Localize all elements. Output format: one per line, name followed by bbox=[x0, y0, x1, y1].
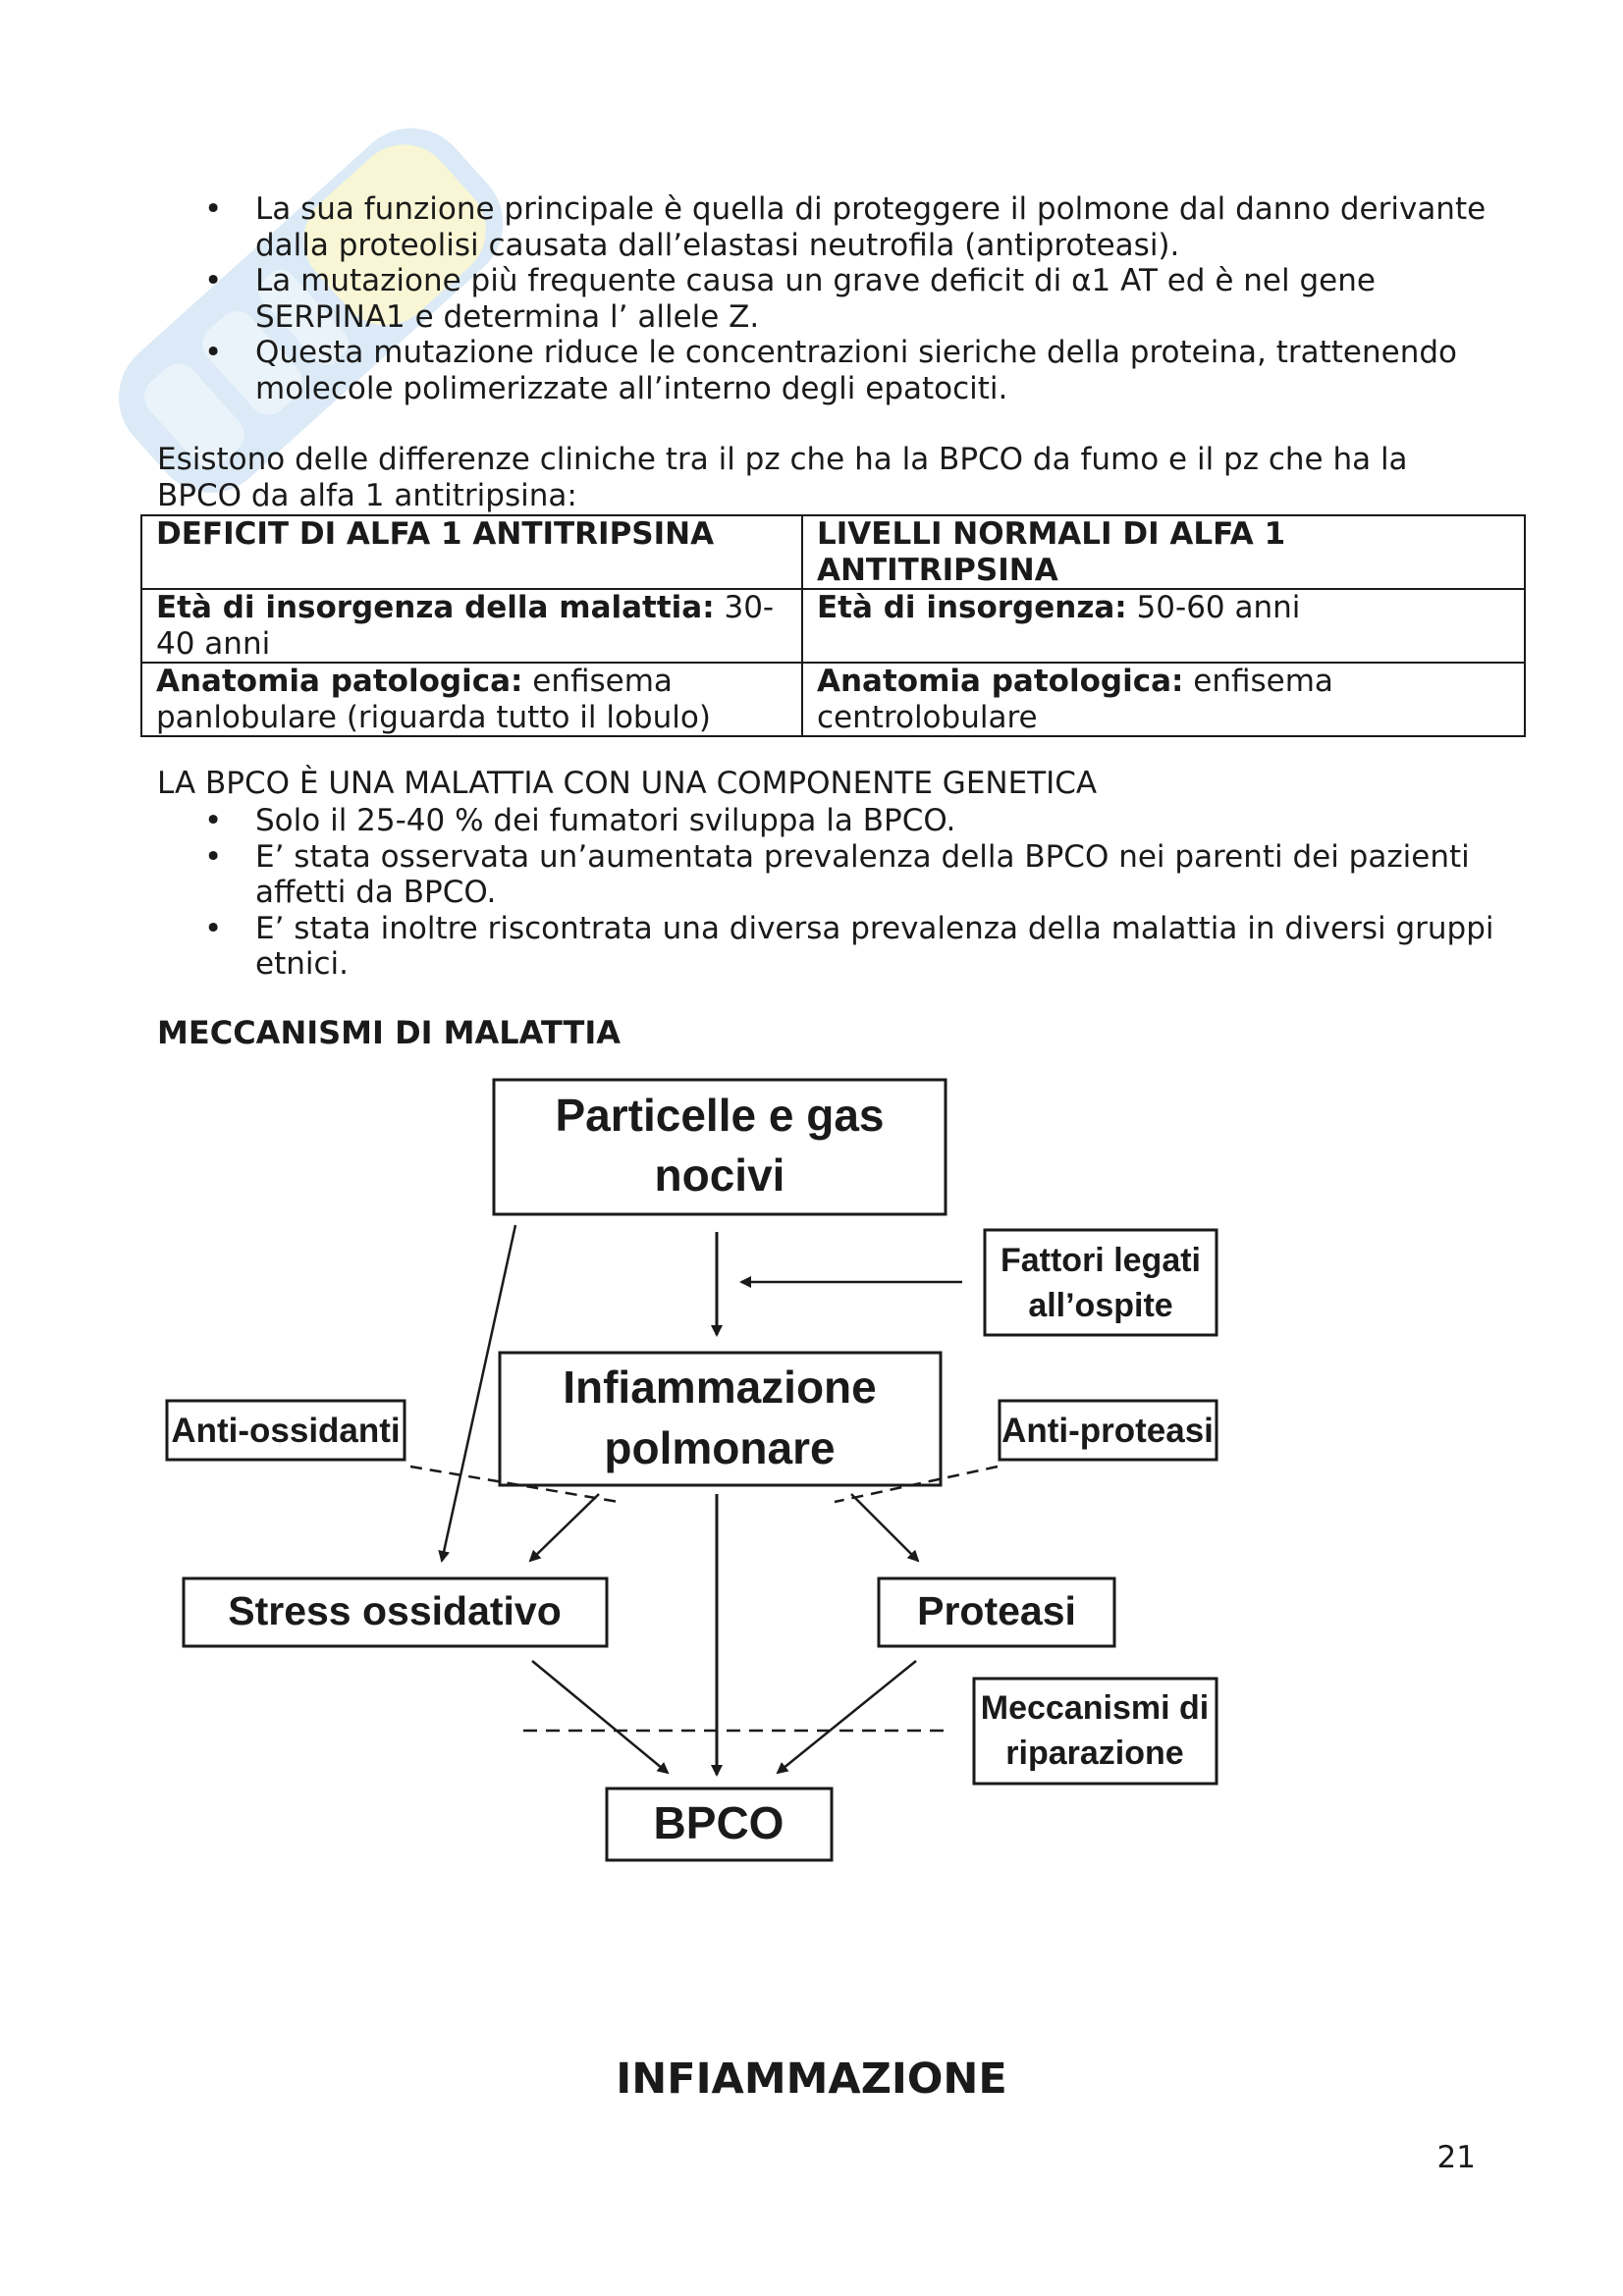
arrow-infiammazione-stress bbox=[530, 1494, 599, 1561]
arrow-infiammazione-proteasi bbox=[851, 1494, 918, 1561]
label-particelle-2: nocivi bbox=[654, 1149, 785, 1201]
table-cell bbox=[141, 589, 802, 663]
genetic-bullet-list bbox=[157, 803, 1502, 983]
table-header-cell: LIVELLI NORMALI DI ALFA 1 ANTITRIPSINA bbox=[802, 515, 1525, 589]
arrow-proteasi-bpco bbox=[778, 1661, 916, 1773]
comparison-table bbox=[140, 514, 1526, 737]
table-header-cell: DEFICIT DI ALFA 1 ANTITRIPSINA bbox=[141, 515, 802, 589]
label-stress: Stress ossidativo bbox=[228, 1588, 562, 1633]
table-cell bbox=[802, 589, 1525, 663]
arrow-stress-bpco bbox=[532, 1661, 668, 1773]
comparison-intro: Esistono delle differenze cliniche tra il pz che ha la BPCO da fumo e il pz che ha la BPCO da alfa 1 antitripsina: bbox=[157, 442, 1408, 513]
cell-value: 50-60 anni bbox=[1126, 590, 1301, 625]
cell-value: enfisema panlobulare (riguarda tutto il lobulo) bbox=[156, 664, 711, 735]
label-infiammazione-2: polmonare bbox=[604, 1422, 836, 1473]
cell-label: Anatomia patologica: bbox=[817, 664, 1184, 699]
table-row bbox=[141, 663, 1525, 736]
cell-value: 30-40 anni bbox=[156, 590, 775, 662]
list-item: • E’ stata osservata un’aumentata prevalenza della BPCO nei parenti dei pazienti affetti da BPCO. bbox=[157, 839, 1502, 911]
label-proteasi: Proteasi bbox=[917, 1588, 1076, 1633]
label-antiossidanti: Anti-ossidanti bbox=[171, 1412, 401, 1450]
cell-label: Anatomia patologica: bbox=[156, 664, 523, 699]
table-cell bbox=[802, 663, 1525, 736]
list-item: • Solo il 25-40 % dei fumatori sviluppa la BPCO. bbox=[157, 803, 1502, 839]
list-item: • E’ stata inoltre riscontrata una diversa prevalenza della malattia in diversi gruppi etnici. bbox=[157, 911, 1502, 983]
cell-value: enfisema centrolobulare bbox=[817, 664, 1333, 735]
mechanisms-heading: MECCANISMI DI MALATTIA bbox=[157, 1014, 622, 1051]
list-item: • La mutazione più frequente causa un grave deficit di α1 AT ed è nel gene SERPINA1 e determina l’ allele Z. bbox=[157, 263, 1502, 335]
label-fattori-1: Fattori legati bbox=[1000, 1242, 1202, 1279]
list-item: • La sua funzione principale è quella di proteggere il polmone dal danno derivante dalla proteolisi causata dall’elastasi neutrofila (antiproteasi). bbox=[157, 191, 1502, 263]
cell-label: Età di insorgenza della malattia: bbox=[156, 590, 715, 625]
section-title: INFIAMMAZIONE bbox=[616, 2055, 1007, 2104]
genetic-heading: LA BPCO È UNA MALATTIA CON UNA COMPONENTE GENETICA bbox=[157, 766, 1098, 801]
label-infiammazione-1: Infiammazione bbox=[563, 1362, 877, 1413]
cell-label: Età di insorgenza: bbox=[817, 590, 1127, 625]
page-number: 21 bbox=[1436, 2140, 1476, 2175]
label-particelle-1: Particelle e gas bbox=[555, 1090, 885, 1141]
list-item: • Questa mutazione riduce le concentrazioni sieriche della proteina, trattenendo molecole polimerizzate all’interno degli epatociti. bbox=[157, 335, 1502, 406]
label-bpco: BPCO bbox=[653, 1797, 784, 1848]
intro-bullet-list bbox=[157, 191, 1502, 406]
label-fattori-2: all’ospite bbox=[1028, 1287, 1173, 1324]
mechanisms-diagram bbox=[137, 1070, 1296, 1875]
label-meccanismi-2: riparazione bbox=[1005, 1735, 1184, 1772]
label-meccanismi-1: Meccanismi di bbox=[980, 1689, 1210, 1727]
table-row bbox=[141, 589, 1525, 663]
table-header-row bbox=[141, 515, 1525, 589]
label-antiproteasi: Anti-proteasi bbox=[1001, 1412, 1214, 1450]
table-cell bbox=[141, 663, 802, 736]
